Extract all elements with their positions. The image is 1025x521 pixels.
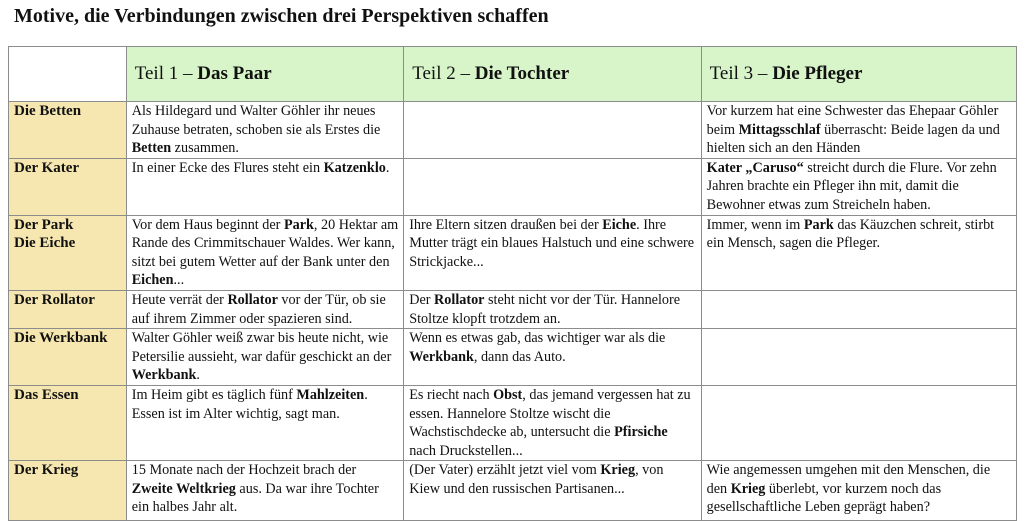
cell-text-run: zusammen. <box>171 140 239 157</box>
column-header-part-3 <box>701 47 1016 102</box>
cell-text-run: Wie angemessen umgehen mit den Menschen, die den <box>706 462 991 497</box>
table-row <box>9 329 1017 386</box>
cell-text <box>707 159 1011 215</box>
keyword-text: Krieg <box>600 462 636 479</box>
table-row <box>9 461 1017 521</box>
table-cell <box>701 102 1016 159</box>
column-header-part-1 <box>126 47 403 102</box>
table-cell <box>701 329 1016 386</box>
cell-text-run: , das jemand vergessen hat zu essen. Hannelore Stoltze wischt die Wachstischdecke ab, untersucht die <box>409 386 691 441</box>
table-cell <box>126 329 403 386</box>
table-row <box>9 290 1017 328</box>
cell-text <box>409 461 695 498</box>
keyword-text: Werkbank <box>409 348 474 365</box>
cell-text-run: . <box>385 159 390 176</box>
motifs-table <box>8 46 1017 521</box>
row-label: Die Betten <box>9 102 127 159</box>
row-label: Der Kater <box>9 158 127 215</box>
table-cell <box>404 215 701 290</box>
cell-text-run: Im Heim gibt es täglich fünf <box>131 386 297 403</box>
keyword-text: Eiche <box>602 216 637 233</box>
table-cell <box>126 385 403 460</box>
keyword-text: Krieg <box>730 480 766 497</box>
cell-text <box>132 102 398 158</box>
column-header-title: Die Tochter <box>474 62 570 84</box>
cell-text-run: . <box>196 367 200 384</box>
column-header-prefix: Teil 1 – <box>134 62 198 84</box>
row-label: Das Essen <box>9 385 127 460</box>
cell-text-run: Immer, wenn im <box>706 216 804 233</box>
table-cell <box>701 385 1016 460</box>
keyword-text: Rollator <box>227 291 278 308</box>
keyword-text: Zweite Weltkrieg <box>131 480 236 497</box>
cell-text-run: . Essen ist im Alter wichtig, sagt man. <box>131 386 368 422</box>
keyword-text: Werkbank <box>131 367 197 384</box>
cell-text-run: , von Kiew und den russischen Partisanen... <box>409 462 664 497</box>
table-cell <box>126 461 403 521</box>
keyword-text: Obst <box>493 386 523 403</box>
row-label: Der Krieg <box>9 461 127 521</box>
header-row <box>9 47 1017 102</box>
cell-text-run: Ihre Eltern sitzen draußen bei der <box>409 216 603 233</box>
table-row <box>9 215 1017 290</box>
cell-text <box>132 386 398 423</box>
keyword-text: Betten <box>131 140 172 157</box>
cell-text-run: Vor kurzem hat eine Schwester das Ehepaar Göhler beim <box>706 103 999 138</box>
cell-text-run: Der <box>409 291 435 308</box>
keyword-text: Park <box>283 216 314 233</box>
table-cell <box>404 290 701 328</box>
row-label: Der Park Die Eiche <box>9 215 127 290</box>
table-cell <box>701 158 1016 215</box>
cell-text-run: In einer Ecke des Flures steht ein <box>131 159 324 176</box>
row-label: Die Werkbank <box>9 329 127 386</box>
cell-text <box>409 216 695 272</box>
cell-text-run: . Ihre Mutter trägt ein blaues Halstuch und eine schwere Strickjacke... <box>409 216 695 270</box>
table-cell <box>404 385 701 460</box>
cell-text-run: Vor dem Haus beginnt der <box>131 216 284 233</box>
cell-text <box>409 329 695 366</box>
column-header-title: Das Paar <box>197 62 272 84</box>
cell-text-run: Heute verrät der <box>131 291 228 308</box>
column-header-prefix: Teil 3 – <box>709 62 773 84</box>
cell-text-run: , 20 Hektar am Rande des Crimmitschauer Waldes. Wer kann, sitzt bei gutem Wetter auf der Bank unter den <box>131 216 399 270</box>
cell-text <box>132 159 398 178</box>
table-cell <box>404 461 701 521</box>
page-title: Motive, die Verbindungen zwischen drei Perspektiven schaffen <box>14 5 549 27</box>
cell-text <box>707 102 1011 158</box>
cell-text-run: überlebt, vor kurzem noch das gesellschaftliche Leben geprägt haben? <box>706 480 942 516</box>
cell-text-run: überrascht: Beide lagen da und hielten sich an den Händen <box>706 121 1000 157</box>
cell-text <box>409 291 695 328</box>
table-cell <box>126 158 403 215</box>
table-cell <box>701 290 1016 328</box>
keyword-text: Rollator <box>434 291 485 308</box>
cell-text-run: das Käuzchen schreit, stirbt ein Mensch, sagen die Pfleger. <box>706 216 995 252</box>
cell-text-run: aus. Da war ihre Tochter ein halbes Jahr alt. <box>131 480 379 516</box>
cell-text-run: ... <box>173 272 185 289</box>
column-header-prefix: Teil 2 – <box>412 62 475 84</box>
column-header-part-2 <box>404 47 701 102</box>
table-cell <box>126 102 403 159</box>
keyword-text: Eichen <box>131 272 174 289</box>
keyword-text: Katzenklo <box>323 159 386 176</box>
table-cell <box>404 329 701 386</box>
cell-text-run: , dann das Auto. <box>473 348 566 365</box>
table-cell <box>404 102 701 159</box>
cell-text <box>409 386 695 460</box>
table-row <box>9 385 1017 460</box>
keyword-text: Mittagsschlaf <box>738 121 821 138</box>
cell-text-run: vor der Tür, ob sie auf ihrem Zimmer oder spazieren sind. <box>131 291 386 327</box>
keyword-text: Park <box>803 216 834 233</box>
corner-cell <box>9 47 127 102</box>
cell-text-run: streicht durch die Flure. Vor zehn Jahren brachte ein Pfleger ihn mit, damit die Bewohner etwas zum Streicheln haben. <box>706 159 997 213</box>
cell-text-run: Walter Göhler weiß zwar bis heute nicht, wie Petersilie aussieht, war dafür geschickt an der <box>131 330 392 365</box>
cell-text-run: nach Druckstellen... <box>409 442 523 459</box>
cell-text-run: 15 Monate nach der Hochzeit brach der <box>131 462 357 479</box>
keyword-text: Kater „Caruso“ <box>706 159 804 176</box>
cell-text <box>707 216 1011 253</box>
cell-text <box>132 216 398 290</box>
row-label: Der Rollator <box>9 290 127 328</box>
cell-text-run: Wenn es etwas gab, das wichtiger war als die <box>409 330 666 347</box>
cell-text-run: steht nicht vor der Tür. Hannelore Stoltze klopft trotzdem an. <box>409 291 681 327</box>
table-cell <box>701 461 1016 521</box>
column-header-title: Die Pfleger <box>772 62 863 84</box>
table-cell <box>126 215 403 290</box>
table-row <box>9 158 1017 215</box>
cell-text-run: (Der Vater) erzählt jetzt viel vom <box>409 462 601 479</box>
cell-text <box>132 291 398 328</box>
table-cell <box>404 158 701 215</box>
table-row <box>9 102 1017 159</box>
table-cell <box>701 215 1016 290</box>
table-cell <box>126 290 403 328</box>
cell-text <box>132 329 398 385</box>
keyword-text: Mahlzeiten <box>296 386 365 403</box>
cell-text-run: Als Hildegard und Walter Göhler ihr neues Zuhause betraten, schoben sie als Erstes die <box>131 103 381 138</box>
keyword-text: Pfirsiche <box>614 424 668 441</box>
cell-text-run: Es riecht nach <box>409 386 494 403</box>
